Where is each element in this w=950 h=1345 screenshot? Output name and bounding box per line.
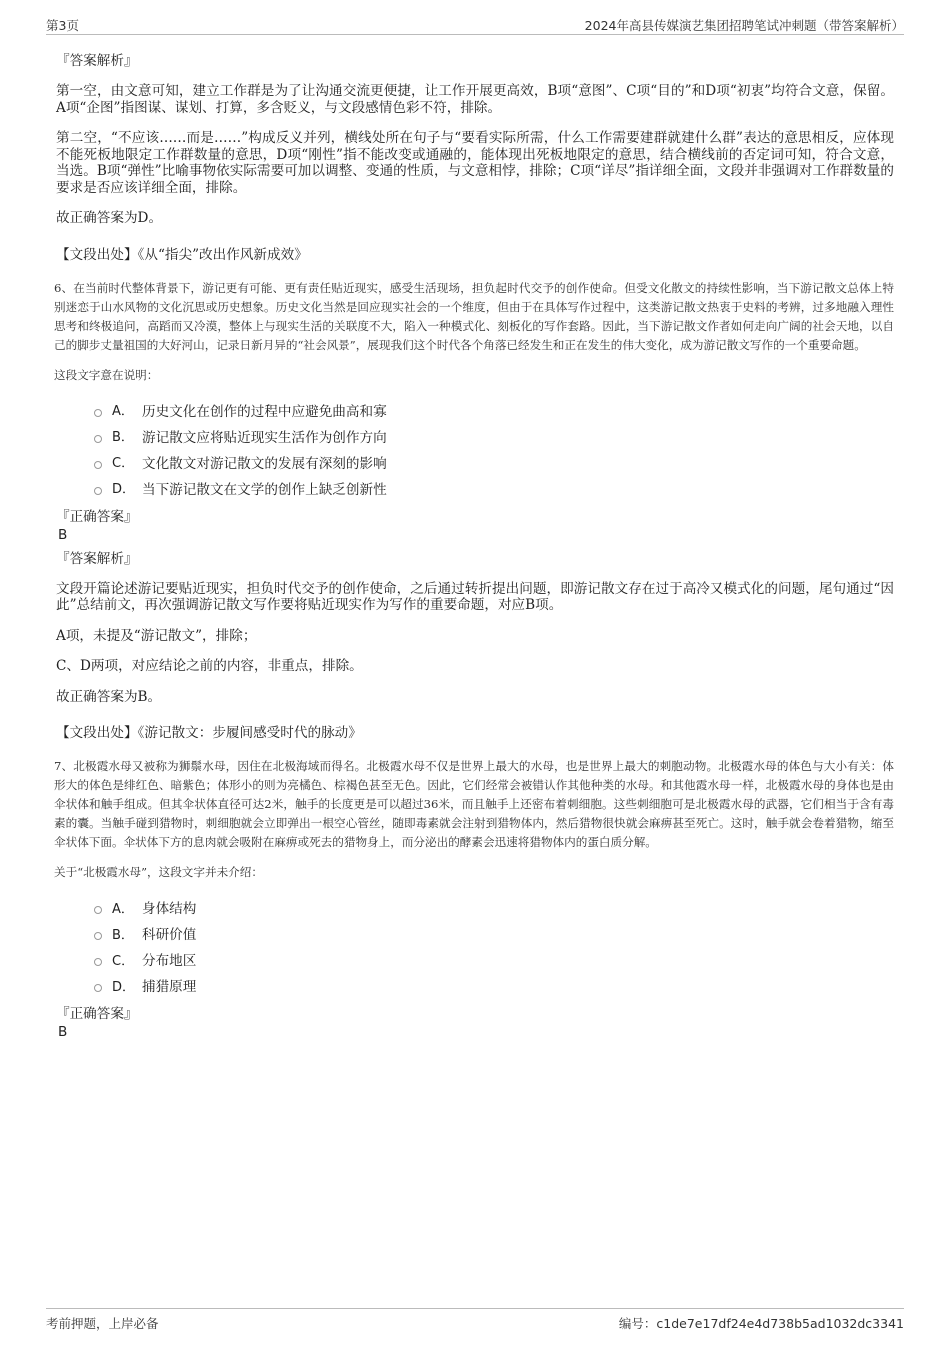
footer-slogan: 考前押题，上岸必备 [46, 1316, 159, 1331]
option-d[interactable]: D． 当下游记散文在文学的创作上缺乏创新性 [94, 475, 894, 501]
radio-icon[interactable] [94, 958, 102, 966]
question-6 [56, 279, 894, 742]
option-c[interactable]: C． 文化散文对游记散文的发展有深刻的影响 [94, 449, 894, 475]
question-prompt: 关于“北极霞水母”，这段文字并未介绍： [54, 865, 263, 879]
radio-icon[interactable] [94, 409, 102, 417]
option-list [94, 397, 894, 501]
analysis-paragraph: 第二空，“不应该……而是……”构成反义并列，横线处所在句子与“要看实际所需，什么工作需要建群就建什么群”表达的意思相反，应体现不能死板地限定工作群数量的意思，D项“刚性”指不能改变或通融的，能体现出死板地限定的意思，结合横线前的否定词可知，符合文意，当选。B项“弹性”比喻事物依实际需要可加以调整、变通的性质，与文意相悖，排除；C项“详尽”指详细全面，文段并非强调对工作群数量的要求是否应该详细全面，排除。 [56, 130, 894, 196]
question-text: 7、北极霞水母又被称为狮鬃水母，因住在北极海域而得名。北极霞水母不仅是世界上最大的水母，也是世界上最大的刺胞动物。北极霞水母的体色与大小有关：体形大的体色是绯红色、暗紫色；体形小的则为亮橘色、棕褐色甚至无色。因此，它们经常会被错认作其他种类的水母。和其他霞水母一样，北极霞水母的身体也是由伞状体和触手组成。但其伞状体直径可达2米，触手的长度更是可以超过36米，而且触手上还密布着刺细胞。这些刺细胞可是北极霞水母的武器，它们相当于含有毒素的囊。当触手碰到猎物时，刺细胞就会立即弹出一根空心管丝，随即毒素就会注射到猎物体内，然后猎物很快就会麻痹甚至死亡。这时，触手就会卷着猎物，缩至伞状体下面。伞状体下方的息肉就会吸附在麻痹或死去的猎物身上，而分泌出的酵素会迅速将猎物体内的蛋白质分解。 [54, 759, 894, 849]
radio-icon[interactable] [94, 984, 102, 992]
radio-icon[interactable] [94, 932, 102, 940]
option-c[interactable]: C． 分布地区 [94, 946, 894, 972]
option-a[interactable]: A． 身体结构 [94, 894, 894, 920]
analysis-title: 『答案解析』 [56, 53, 138, 69]
correct-answer-title: 『正确答案』 [56, 1006, 138, 1022]
question-7 [56, 757, 894, 1040]
correct-answer-title: 『正确答案』 [56, 508, 138, 525]
option-a[interactable]: A． 历史文化在创作的过程中应避免曲高和寡 [94, 397, 894, 423]
analysis-conclusion: 故正确答案为B。 [56, 688, 162, 705]
analysis-conclusion: 故正确答案为D。 [56, 210, 163, 226]
page-content [56, 45, 894, 1040]
page-number: 第3页 [46, 18, 79, 33]
radio-icon[interactable] [94, 435, 102, 443]
correct-answer: B [58, 1024, 68, 1040]
analysis-paragraph: 第一空，由文意可知，建立工作群是为了让沟通交流更便捷，让工作开展更高效，B项“意图”、C项“目的”和D项“初衷”均符合文意，保留。A项“企图”指图谋、谋划、打算，多含贬义，与文段感情色彩不符，排除。 [56, 83, 894, 116]
correct-answer: B [58, 526, 68, 543]
document-title: 2024年高县传媒演艺集团招聘笔试冲刺题（带答案解析） [584, 18, 904, 33]
radio-icon[interactable] [94, 906, 102, 914]
page-footer [46, 1308, 904, 1333]
text-source: 【文段出处】《从“指尖”改出作风新成效》 [56, 246, 308, 263]
option-b[interactable]: B． 科研价值 [94, 920, 894, 946]
analysis-paragraph: 文段开篇论述游记要贴近现实，担负时代交予的创作使命，之后通过转折提出问题，即游记散文存在过于高冷又模式化的问题，尾句通过“因此”总结前文，再次强调游记散文写作要将贴近现实作为写作的重要命题，对应B项。 [56, 580, 894, 613]
analysis-paragraph: A项，未提及“游记散文”，排除； [56, 627, 257, 644]
question-prompt: 这段文字意在说明： [54, 367, 159, 382]
page-header [46, 14, 904, 35]
option-list [94, 894, 894, 998]
radio-icon[interactable] [94, 487, 102, 495]
analysis-paragraph: C、D两项，对应结论之前的内容，非重点，排除。 [56, 658, 363, 674]
text-source: 【文段出处】《游记散文：步履间感受时代的脉动》 [56, 725, 362, 741]
option-b[interactable]: B． 游记散文应将贴近现实生活作为创作方向 [94, 423, 894, 449]
question-text: 6、在当前时代整体背景下，游记更有可能、更有责任贴近现实，感受生活现场，担负起时代交予的创作使命。但受文化散文的持续性影响，当下游记散文总体上特别迷恋于山水风物的文化沉思或历史想象。历史文化当然是回应现实社会的一个维度，但由于在具体写作过程中，这类游记散文热衷于史料的考辨，过多地融入理性思考和终极追问，高蹈而又冷漠，整体上与现实生活的关联度不大，陷入一种模式化、刻板化的写作套路。因此，当下游记散文作者如何走向广阔的社会天地，以自己的脚步丈量祖国的大好河山，记录日新月异的“社会风景”，展现我们这个时代各个角落已经发生和正在发生的伟大变化，成为游记散文写作的一个重要命题。 [54, 280, 894, 352]
option-d[interactable]: D． 捕猎原理 [94, 972, 894, 998]
analysis-title: 『答案解析』 [56, 550, 138, 567]
document-id: 编号：c1de7e17df24e4d738b5ad1032dc3341 [618, 1316, 904, 1331]
radio-icon[interactable] [94, 461, 102, 469]
q5-analysis [56, 49, 894, 263]
